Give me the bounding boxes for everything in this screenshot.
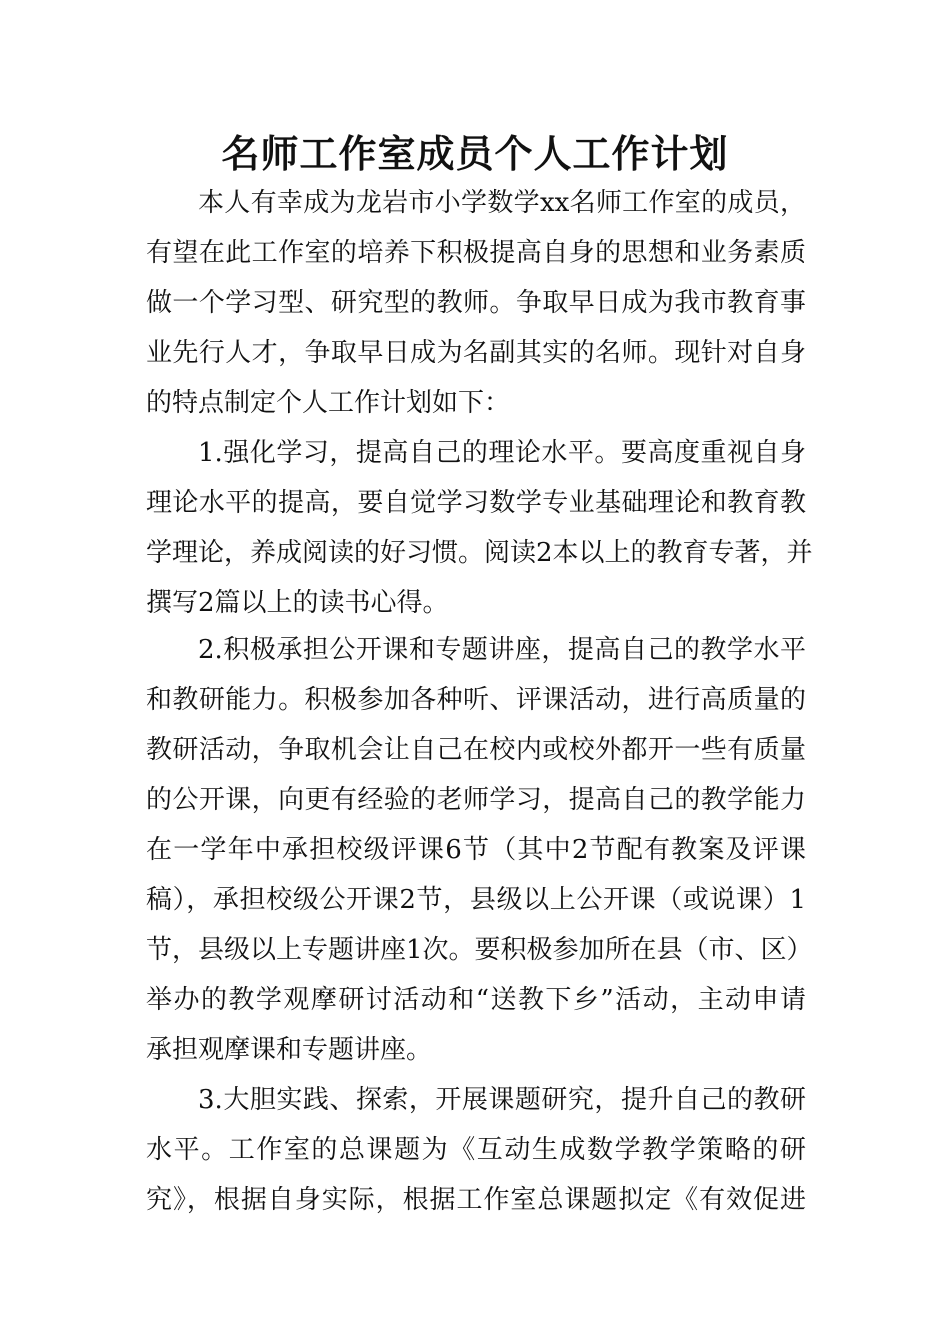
paragraph-line: 水平。工作室的总课题为《互动生成数学教学策略的研 (146, 1135, 806, 1165)
paragraph-line: 教研活动，争取机会让自己在校内或校外都开一些有质量 (146, 735, 806, 765)
paragraph-line: 做一个学习型、研究型的教师。争取早日成为我市教育事 (146, 288, 806, 318)
paragraph-line: 举办的教学观摩研讨活动和“送教下乡”活动，主动申请 (146, 985, 806, 1015)
paragraph-line: 理论水平的提高，要自觉学习数学专业基础理论和教育教 (146, 488, 806, 518)
paragraph-line: 和教研能力。积极参加各种听、评课活动，进行高质量的 (146, 685, 806, 715)
paragraph-line: 学理论，养成阅读的好习惯。阅读2本以上的教育专著，并 (146, 538, 813, 568)
paragraph-line: 承担观摩课和专题讲座。 (146, 1035, 433, 1065)
paragraph-line: 3.大胆实践、探索，开展课题研究，提升自己的教研 (198, 1085, 806, 1115)
paragraph-line: 本人有幸成为龙岩市小学数学xx名师工作室的成员， (198, 188, 806, 218)
paragraph-line: 1.强化学习，提高自己的理论水平。要高度重视自身 (198, 438, 806, 468)
paragraph-line: 撰写2篇以上的读书心得。 (146, 588, 449, 618)
paragraph-line: 业先行人才，争取早日成为名副其实的名师。现针对自身 (146, 338, 806, 368)
paragraph-line: 在一学年中承担校级评课6节（其中2节配有教案及评课 (146, 835, 806, 865)
paragraph-line: 2.积极承担公开课和专题讲座，提高自己的教学水平 (198, 635, 806, 665)
paragraph-line: 稿），承担校级公开课2节，县级以上公开课（或说课）1 (146, 885, 806, 915)
paragraph-line: 的特点制定个人工作计划如下： (146, 388, 511, 418)
document-title: 名师工作室成员个人工作计划 (221, 131, 729, 176)
paragraph-line: 的公开课，向更有经验的老师学习，提高自己的教学能力 (146, 785, 806, 815)
paragraph-line: 节，县级以上专题讲座1次。要积极参加所在县（市、区） (146, 935, 813, 965)
paragraph-line: 究》，根据自身实际，根据工作室总课题拟定《有效促进 (146, 1185, 806, 1215)
paragraph-line: 有望在此工作室的培养下积极提高自身的思想和业务素质 (146, 238, 806, 268)
